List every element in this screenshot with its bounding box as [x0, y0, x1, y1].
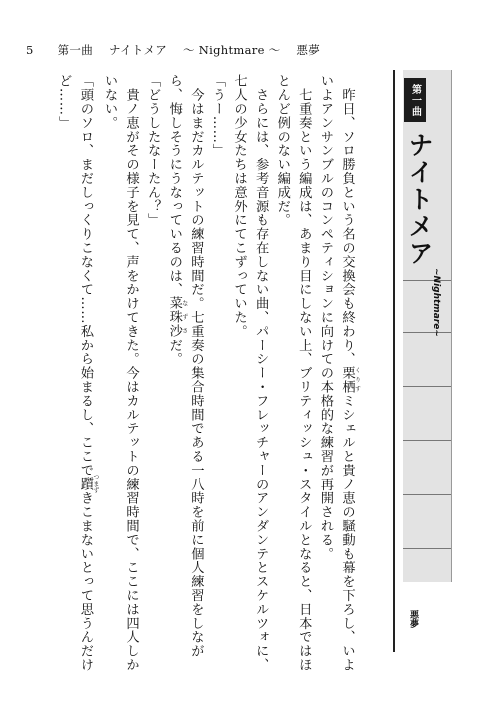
sidebar-divider [403, 494, 451, 495]
text-run: 「どうしたなーたん？」 [145, 74, 161, 227]
chapter-title-en: ~Nightmare~ [431, 268, 441, 337]
paragraph [98, 74, 141, 674]
chapter-sidebar [393, 70, 452, 652]
chapter-tag: 第一曲 [404, 78, 426, 122]
ruby-name [339, 365, 361, 394]
header-chapter: 第一曲 [57, 43, 93, 57]
paragraph [163, 74, 206, 674]
sidebar-divider [403, 440, 451, 441]
running-header [26, 42, 320, 58]
text-run: 今はまだカルテットの練習時間だ。七重奏の集合時間である一八時を前に個人練習をしながら、悔しそうにうなっているのは、 [166, 74, 204, 658]
header-title-en: 〜 Nightmare 〜 [183, 43, 281, 57]
chapter-subtitle: 悪夢 [408, 610, 418, 628]
text-run: 「頭のソロ、まだしっくりこなくて……私から始まるし、ここで [77, 74, 93, 478]
text-run: ミシェルと貴ノ恵の騒動も幕を下ろし、いよいよアンサンブルのコンペティションに向けての本格的な練習が再開される。 [317, 74, 355, 672]
page-number: 5 [26, 43, 34, 57]
ruby-reading: なずさ [180, 296, 188, 339]
text-run: 昨日、ソロ勝負という名の交換会も終わり、 [339, 87, 355, 366]
ruby-reading: つまず [91, 474, 99, 494]
text-run: 「うー……」 [209, 74, 225, 158]
text-run: きこまないとって思うんだけど……」 [56, 74, 93, 672]
text-run: 七重奏という編成は、あまり目にしない上、ブリティッシュ・スタイルとなると、日本ではほとんど例のない編成だ。 [274, 74, 312, 672]
dialogue [53, 74, 99, 674]
dialogue [206, 74, 228, 674]
paragraph [314, 74, 360, 674]
ruby-base: 菜珠沙 [166, 296, 182, 339]
ruby-base: 躓 [77, 474, 93, 494]
sidebar-divider [403, 332, 451, 333]
header-title-ja: ナイトメア [108, 43, 168, 57]
dialogue [142, 74, 164, 674]
chapter-title: ナイトメア [405, 132, 434, 267]
ruby-base: 栗栖 [339, 365, 355, 394]
ruby-word [77, 474, 99, 494]
sidebar-divider [403, 280, 451, 281]
sidebar-divider [403, 548, 451, 549]
body-text [40, 74, 360, 674]
ruby-name [166, 296, 188, 339]
text-run: だ。 [166, 338, 182, 366]
header-subtitle: 悪夢 [296, 43, 321, 57]
paragraph [271, 74, 314, 674]
paragraph [228, 74, 271, 674]
sidebar-divider [403, 386, 451, 387]
text-run: さらには、参考音源も存在しない曲、パーシー・フレッチャーのアンダンテとスケルツォに、七人の少女たちは意外にてこずっていた。 [231, 74, 269, 672]
ruby-reading: くりす [353, 365, 361, 394]
text-run: 貴ノ恵がその様子を見て、声をかけてきた。今はカルテットの練習時間で、ここには四人しかいない。 [101, 74, 139, 672]
